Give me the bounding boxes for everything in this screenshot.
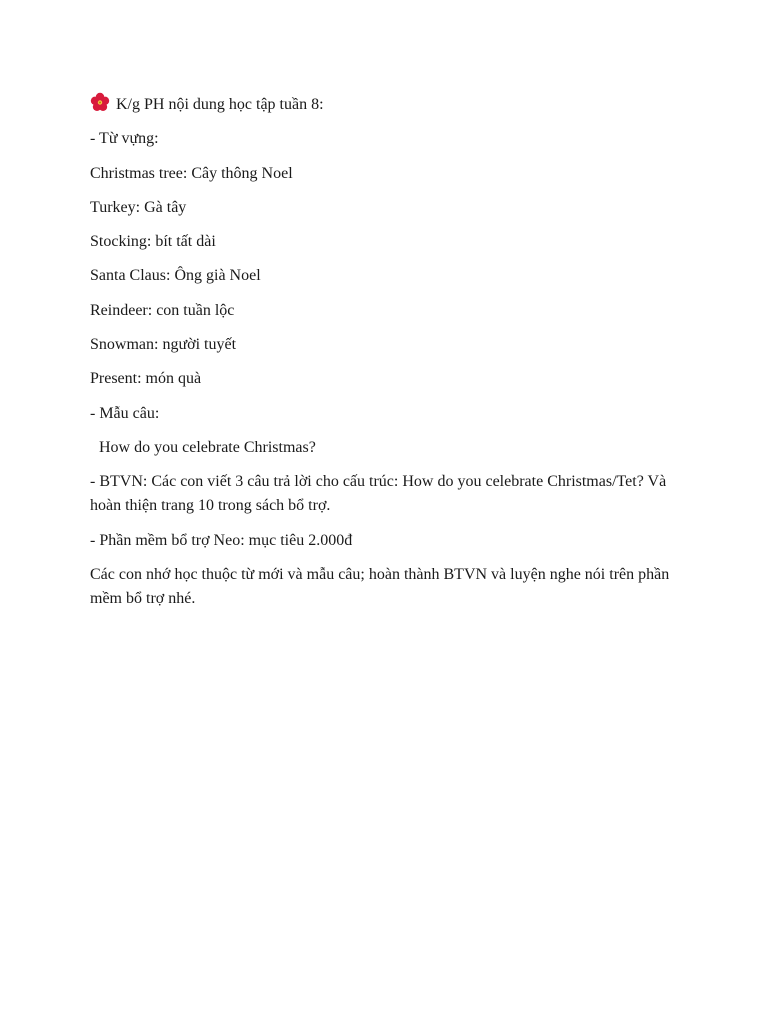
software-text: - Phần mềm bổ trợ Neo: mục tiêu 2.000đ bbox=[90, 531, 353, 549]
vocab-item: Snowman: người tuyết bbox=[90, 336, 237, 354]
vocab-item: Present: món quà bbox=[90, 370, 202, 388]
vocab-item: Reindeer: con tuần lộc bbox=[90, 301, 235, 319]
closing-text: Các con nhớ học thuộc từ mới và mẫu câu; hoàn thành BTVN và luyện nghe nói trên phần mềm bổ trợ nhé. bbox=[90, 565, 670, 607]
vocab-item: Stocking: bít tất dài bbox=[90, 233, 216, 251]
notice-title-line bbox=[90, 92, 680, 117]
vocab-item: Turkey: Gà tây bbox=[90, 198, 187, 216]
vocab-heading: - Từ vựng: bbox=[90, 130, 159, 148]
pattern-sentence: How do you celebrate Christmas? bbox=[99, 438, 316, 456]
notice-title: K/g PH nội dung học tập tuần 8: bbox=[116, 96, 324, 113]
pattern-heading: - Mẫu câu: bbox=[90, 404, 160, 422]
vocab-item: Santa Claus: Ông già Noel bbox=[90, 267, 261, 285]
vocab-item: Christmas tree: Cây thông Noel bbox=[90, 164, 293, 182]
document-body bbox=[90, 92, 680, 621]
hibiscus-icon bbox=[90, 92, 110, 112]
homework-text: - BTVN: Các con viết 3 câu trả lời cho cấu trúc: How do you celebrate Christmas/Tet? Và hoàn thiện trang 10 trong sách bổ trợ. bbox=[90, 473, 667, 515]
